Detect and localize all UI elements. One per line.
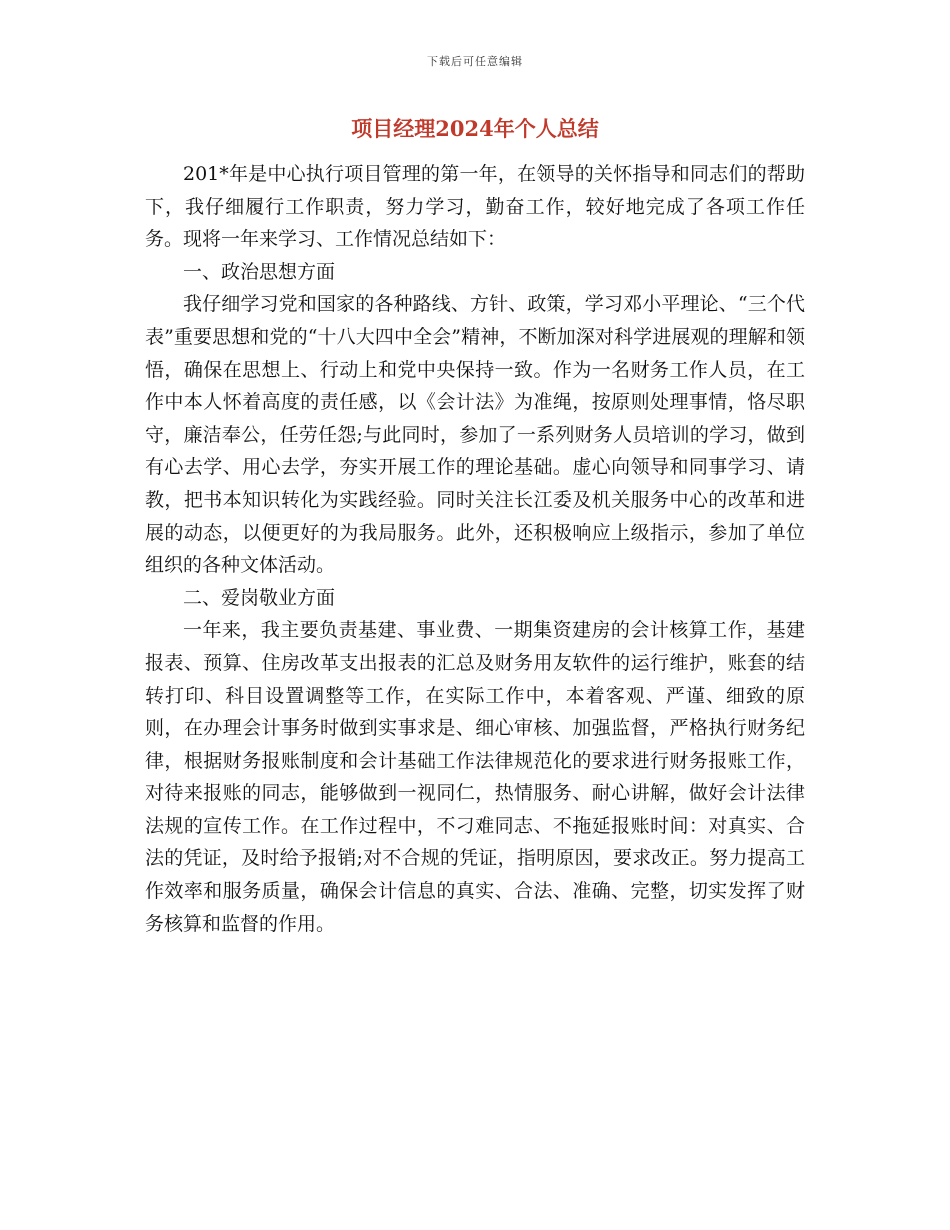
section-heading-dedication: 二、爱岗敬业方面 (183, 586, 336, 609)
paragraph-intro: 201*年是中心执行项目管理的第一年，在领导的关怀指导和同志们的帮助下，我仔细履行工作职责，努力学习，勤奋工作，较好地完成了各项工作任务。现将一年来学习、工作情况总结如下： (145, 163, 805, 251)
paragraph-political: 我仔细学习党和国家的各种路线、方针、政策，学习邓小平理论、“三个代表”重要思想和党的“十八大四中全会”精神，不断加深对科学进展观的理解和领悟，确保在思想上、行动上和党中央保持一致。作为一名财务工作人员，在工作中本人怀着高度的责任感，以《会计法》为准绳，按原则处理事情，恪尽职守，廉洁奉公，任劳任怨;与此同时，参加了一系列财务人员培训的学习，做到有心去学、用心去学，夯实开展工作的理论基础。虚心向领导和同事学习、请教，把书本知识转化为实践经验。同时关注长江委及机关服务中心的改革和进展的动态，以便更好的为我局服务。此外，还积极响应上级指示，参加了单位组织的各种文体活动。 (145, 293, 805, 577)
section-heading-political: 一、政治思想方面 (183, 260, 336, 283)
document-body (145, 158, 805, 940)
paragraph-dedication: 一年来，我主要负责基建、事业费、一期集资建房的会计核算工作，基建报表、预算、住房改革支出报表的汇总及财务用友软件的运行维护，账套的结转打印、科目设置调整等工作，在实际工作中，本着客观、严谨、细致的原则，在办理会计事务时做到实事求是、细心审核、加强监督，严格执行财务纪律，根据财务报账制度和会计基础工作法律规范化的要求进行财务报账工作，对待来报账的同志，能够做到一视同仁，热情服务、耐心讲解，做好会计法律法规的宣传工作。在工作过程中，不刁难同志、不拖延报账时间：对真实、合法的凭证，及时给予报销;对不合规的凭证，指明原因，要求改正。努力提高工作效率和服务质量，确保会计信息的真实、合法、准确、完整，切实发挥了财务核算和监督的作用。 (145, 619, 805, 935)
header-note: 下载后可任意编辑 (427, 55, 523, 68)
document-title: 项目经理2024年个人总结 (351, 116, 599, 141)
